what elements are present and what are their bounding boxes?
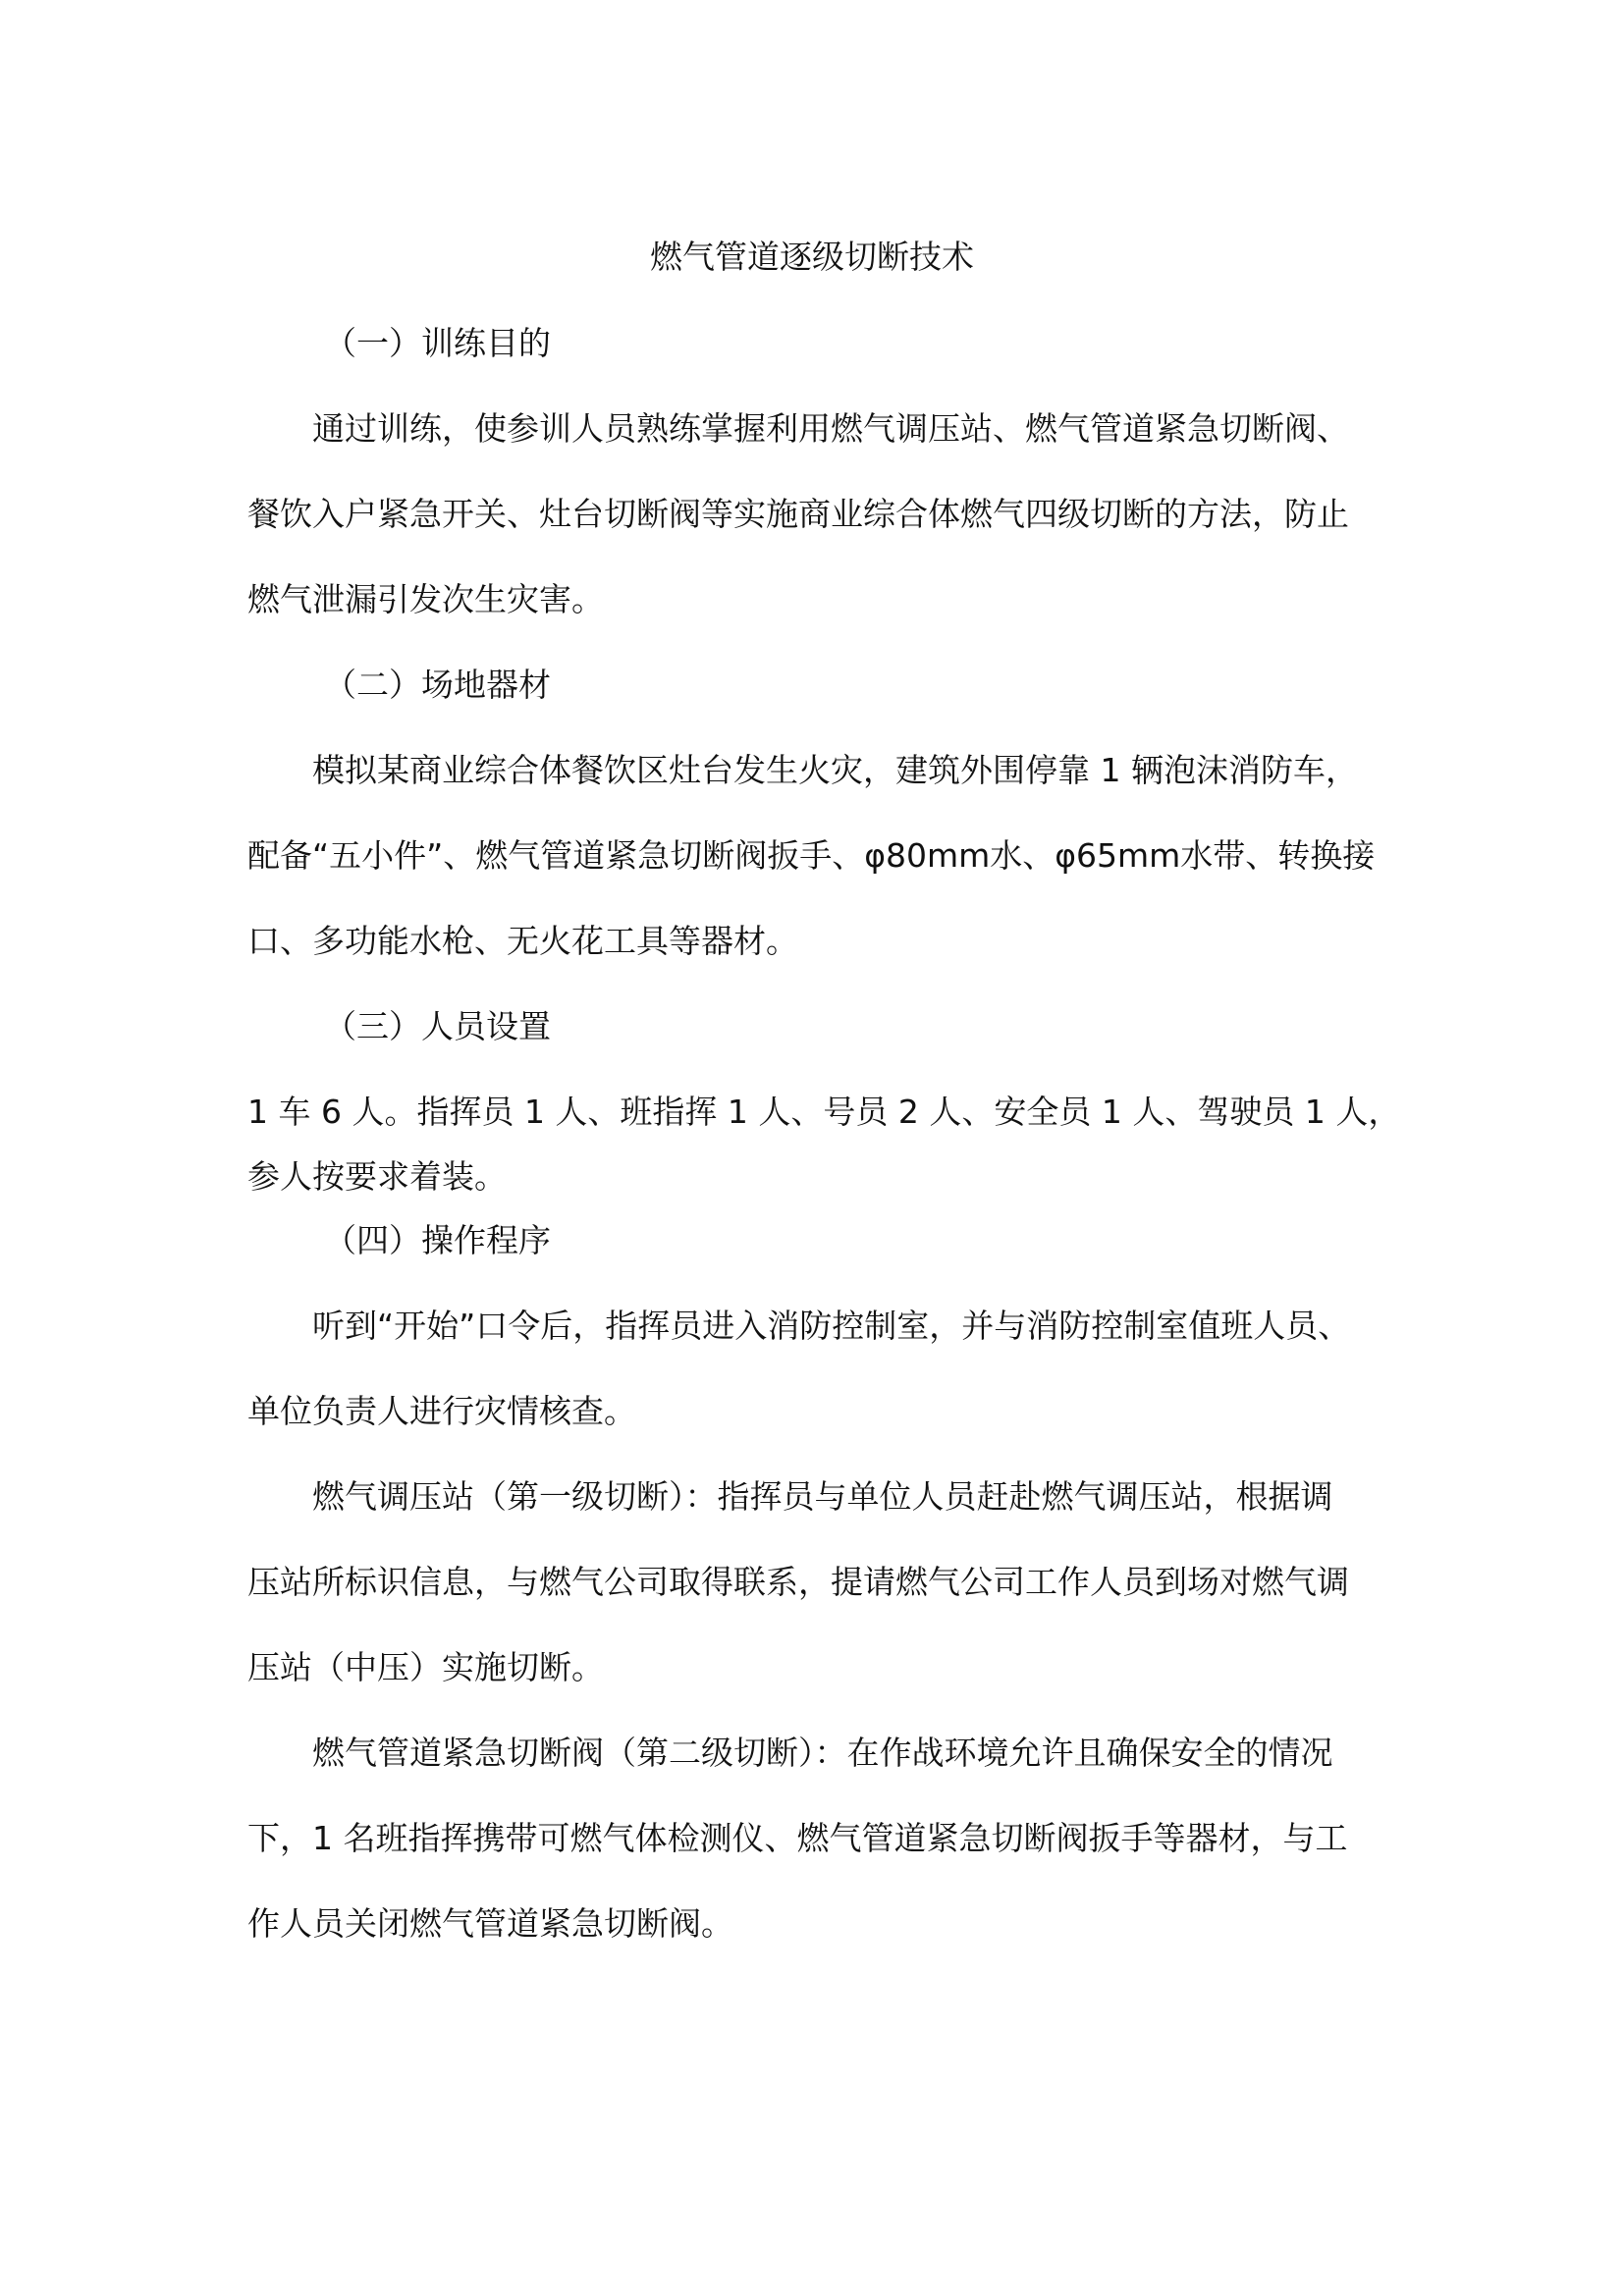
paragraph-line: 下，1 名班指挥携带可燃气体检测仪、燃气管道紧急切断阀扳手等器材，与工 (247, 1819, 1348, 1857)
section-heading-3: （三）人员设置 (324, 1007, 551, 1045)
paragraph-line: 1 车 6 人。指挥员 1 人、班指挥 1 人、号员 2 人、安全员 1 人、驾驶员 1 人， (247, 1093, 1401, 1131)
paragraph-line: 听到“开始”口令后，指挥员进入消防控制室，并与消防控制室值班人员、 (312, 1307, 1351, 1345)
paragraph-line: 燃气管道紧急切断阀（第二级切断）：在作战环境允许且确保安全的情况 (312, 1734, 1333, 1772)
paragraph-line: 口、多功能水枪、无火花工具等器材。 (247, 922, 798, 960)
paragraph-line: 通过训练，使参训人员熟练掌握利用燃气调压站、燃气管道紧急切断阀、 (312, 409, 1349, 448)
paragraph-line: 压站（中压）实施切断。 (247, 1648, 604, 1686)
paragraph-line: 模拟某商业综合体餐饮区灶台发生火灾，建筑外围停靠 1 辆泡沫消防车， (312, 751, 1358, 789)
section-heading-4: （四）操作程序 (324, 1221, 551, 1259)
section-heading-2: （二）场地器材 (324, 666, 551, 704)
document-title: 燃气管道逐级切断技术 (650, 238, 974, 276)
paragraph-line: 压站所标识信息，与燃气公司取得联系，提请燃气公司工作人员到场对燃气调 (247, 1563, 1349, 1601)
section-heading-1: （一）训练目的 (324, 324, 551, 362)
paragraph-line: 燃气泄漏引发次生灾害。 (247, 580, 604, 618)
paragraph-line: 餐饮入户紧急开关、灶台切断阀等实施商业综合体燃气四级切断的方法，防止 (247, 495, 1349, 533)
paragraph-line: 燃气调压站（第一级切断）：指挥员与单位人员赶赴燃气调压站，根据调 (312, 1477, 1333, 1516)
paragraph-line: 配备“五小件”、燃气管道紧急切断阀扳手、φ80mm水、φ65mm水带、转换接 (247, 836, 1376, 875)
paragraph-line: 作人员关闭燃气管道紧急切断阀。 (247, 1904, 733, 1943)
paragraph-line: 单位负责人进行灾情核查。 (247, 1392, 636, 1430)
paragraph-line: 参人按要求着装。 (247, 1157, 507, 1196)
